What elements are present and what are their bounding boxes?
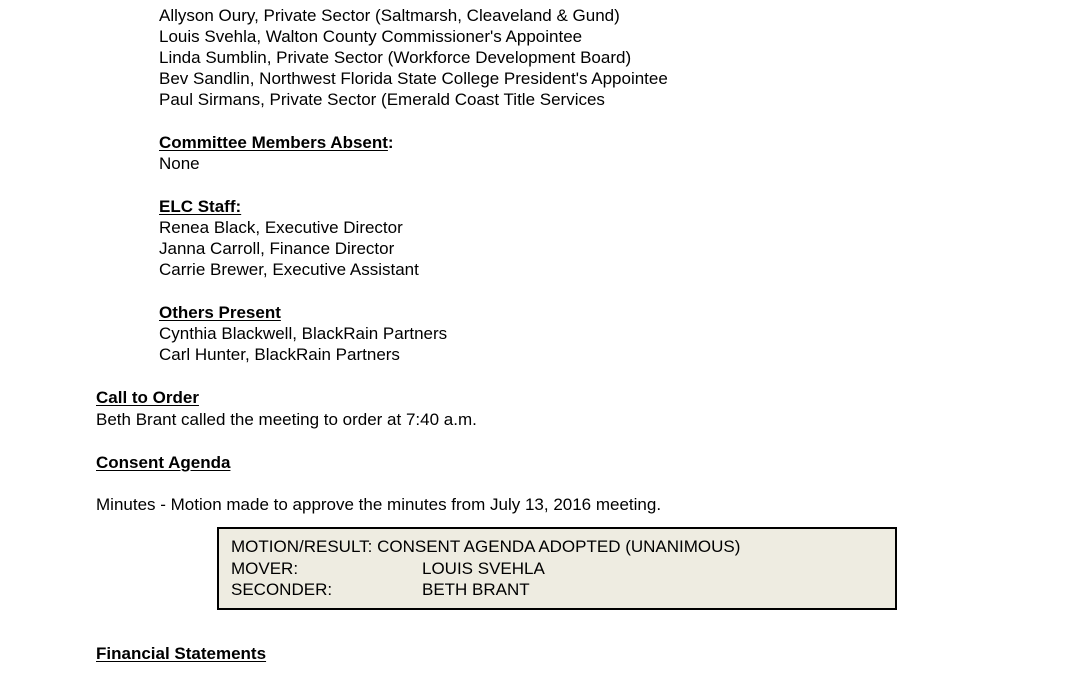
absent-heading: Committee Members Absent bbox=[159, 133, 388, 152]
mover-label: MOVER: bbox=[231, 559, 299, 578]
seconder-row bbox=[231, 579, 530, 600]
motion-result: MOTION/RESULT: CONSENT AGENDA ADOPTED (UNANIMOUS) bbox=[231, 537, 741, 556]
member-line: Bev Sandlin, Northwest Florida State College President's Appointee bbox=[159, 69, 668, 88]
member-line: Paul Sirmans, Private Sector (Emerald Coast Title Services bbox=[159, 90, 605, 109]
staff-item: Carrie Brewer, Executive Assistant bbox=[159, 260, 419, 279]
others-item: Carl Hunter, BlackRain Partners bbox=[159, 345, 400, 364]
others-heading: Others Present bbox=[159, 303, 281, 322]
seconder-label: SECONDER: bbox=[231, 580, 333, 599]
call-to-order-text: Beth Brant called the meeting to order at 7:40 a.m. bbox=[96, 410, 477, 429]
staff-heading: ELC Staff: bbox=[159, 197, 242, 216]
consent-agenda-heading: Consent Agenda bbox=[96, 453, 231, 472]
consent-agenda-text: Minutes - Motion made to approve the minutes from July 13, 2016 meeting. bbox=[96, 495, 662, 514]
member-line: Linda Sumblin, Private Sector (Workforce Development Board) bbox=[159, 48, 632, 67]
financial-heading: Financial Statements bbox=[96, 644, 267, 663]
mover-row bbox=[231, 558, 545, 579]
staff-item: Janna Carroll, Finance Director bbox=[159, 239, 395, 258]
absent-heading-colon: : bbox=[387, 133, 394, 152]
member-line: Louis Svehla, Walton County Commissioner's Appointee bbox=[159, 27, 583, 46]
others-item: Cynthia Blackwell, BlackRain Partners bbox=[159, 324, 448, 343]
motion-result-box bbox=[217, 527, 897, 610]
call-to-order-heading: Call to Order bbox=[96, 388, 199, 407]
staff-item: Renea Black, Executive Director bbox=[159, 218, 403, 237]
member-line: Allyson Oury, Private Sector (Saltmarsh, Cleaveland & Gund) bbox=[159, 6, 620, 25]
seconder-value: BETH BRANT bbox=[422, 580, 530, 599]
mover-value: LOUIS SVEHLA bbox=[422, 559, 545, 578]
absent-item: None bbox=[159, 154, 200, 173]
absent-heading-line bbox=[159, 132, 394, 153]
